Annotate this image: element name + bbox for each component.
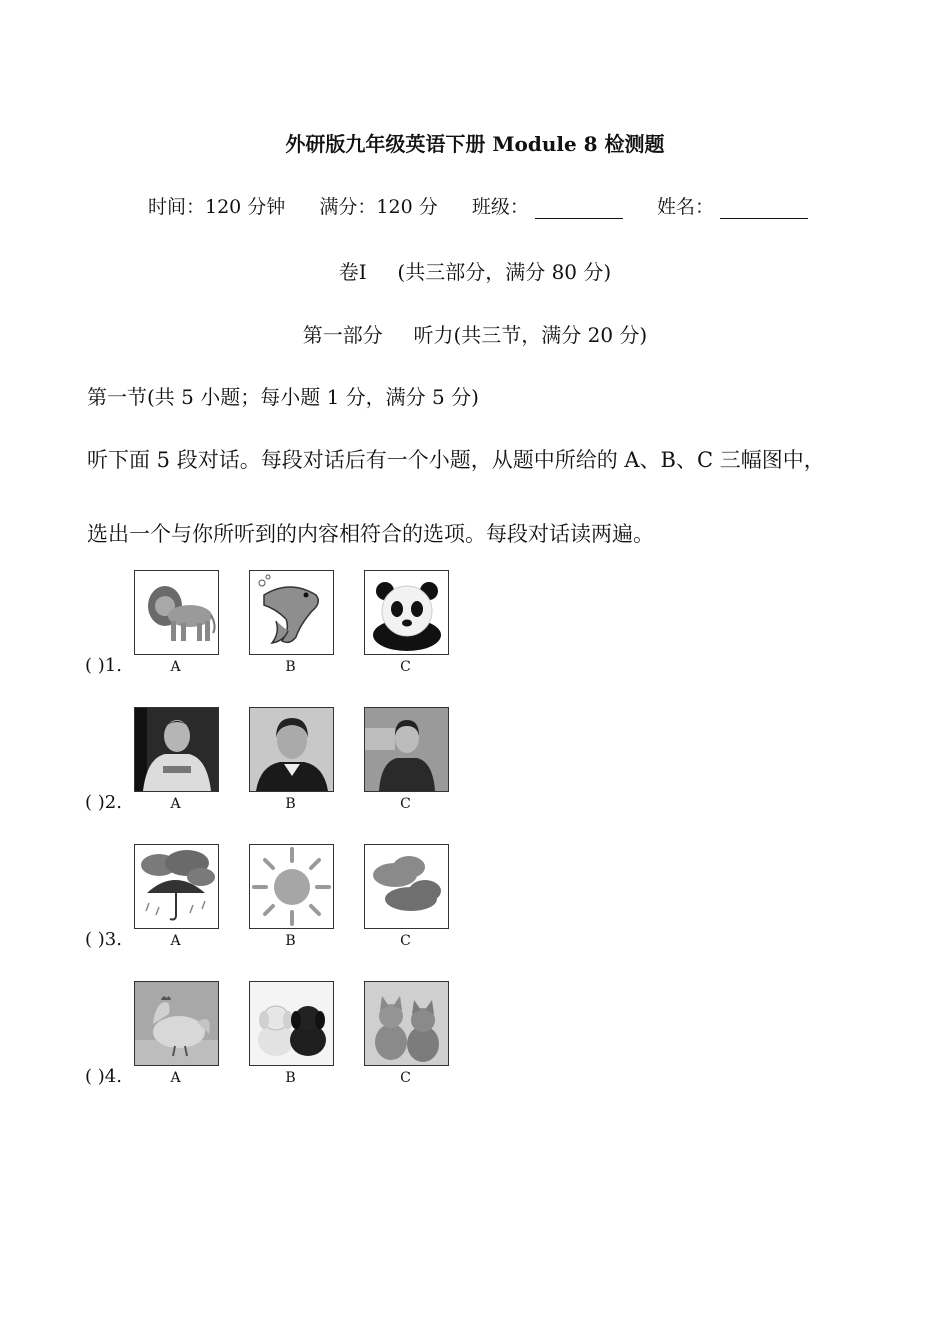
cloudy-picture[interactable] — [364, 844, 449, 929]
panda-picture[interactable] — [364, 570, 449, 655]
option-label: C — [400, 933, 411, 949]
name-blank[interactable] — [720, 198, 808, 219]
option-label: A — [170, 659, 181, 675]
option-label: A — [170, 1070, 181, 1086]
page-title: 外研版九年级英语下册 Module 8 检测题 — [285, 132, 665, 156]
option-label: A — [170, 933, 181, 949]
instruction-line-1: 听下面 5 段对话。每段对话后有一个小题，从题中所给的 A、B、C 三幅图中， — [87, 448, 825, 472]
option-label: C — [400, 1070, 411, 1086]
question-2 — [85, 707, 485, 827]
option-label: C — [400, 659, 411, 675]
basketball-player-photo[interactable] — [134, 707, 219, 792]
kittens-photo[interactable] — [364, 981, 449, 1066]
volume-label: 卷Ⅰ — [338, 260, 367, 284]
option-label: B — [285, 933, 296, 949]
exam-info-line — [148, 192, 808, 219]
name-label: 姓名： — [656, 196, 714, 218]
option-label: B — [285, 659, 296, 675]
option-label: B — [285, 796, 296, 812]
section-one-heading: 第一节(共 5 小题；每小题 1 分，满分 5 分) — [87, 385, 479, 409]
class-blank[interactable] — [535, 198, 623, 219]
class-label: 班级： — [471, 196, 529, 218]
woman-portrait-photo[interactable] — [249, 707, 334, 792]
question-number[interactable]: ( )2. — [85, 792, 122, 813]
part-one-heading — [0, 319, 950, 348]
question-3 — [85, 844, 485, 964]
question-number[interactable]: ( )3. — [85, 929, 122, 950]
volume-heading — [0, 256, 950, 285]
question-1 — [85, 570, 485, 690]
hen-photo[interactable] — [134, 981, 219, 1066]
volleyball-player-photo[interactable] — [364, 707, 449, 792]
puppies-photo[interactable] — [249, 981, 334, 1066]
instruction-line-2: 选出一个与你所听到的内容相符合的选项。每段对话读两遍。 — [87, 522, 654, 546]
volume-desc: (共三部分，满分 80 分) — [397, 260, 612, 284]
score-label: 满分：120 分 — [319, 196, 438, 218]
question-number[interactable]: ( )4. — [85, 1066, 122, 1087]
part-one-desc: 听力(共三节，满分 20 分) — [413, 323, 648, 347]
part-one-label: 第一部分 — [302, 323, 383, 347]
option-label: B — [285, 1070, 296, 1086]
rainy-umbrella-picture[interactable] — [134, 844, 219, 929]
time-label: 时间：120 分钟 — [148, 196, 286, 218]
dolphin-picture[interactable] — [249, 570, 334, 655]
question-number[interactable]: ( )1. — [85, 655, 122, 676]
option-label: C — [400, 796, 411, 812]
sun-picture[interactable] — [249, 844, 334, 929]
option-label: A — [170, 796, 181, 812]
question-4 — [85, 981, 485, 1101]
lion-picture[interactable] — [134, 570, 219, 655]
